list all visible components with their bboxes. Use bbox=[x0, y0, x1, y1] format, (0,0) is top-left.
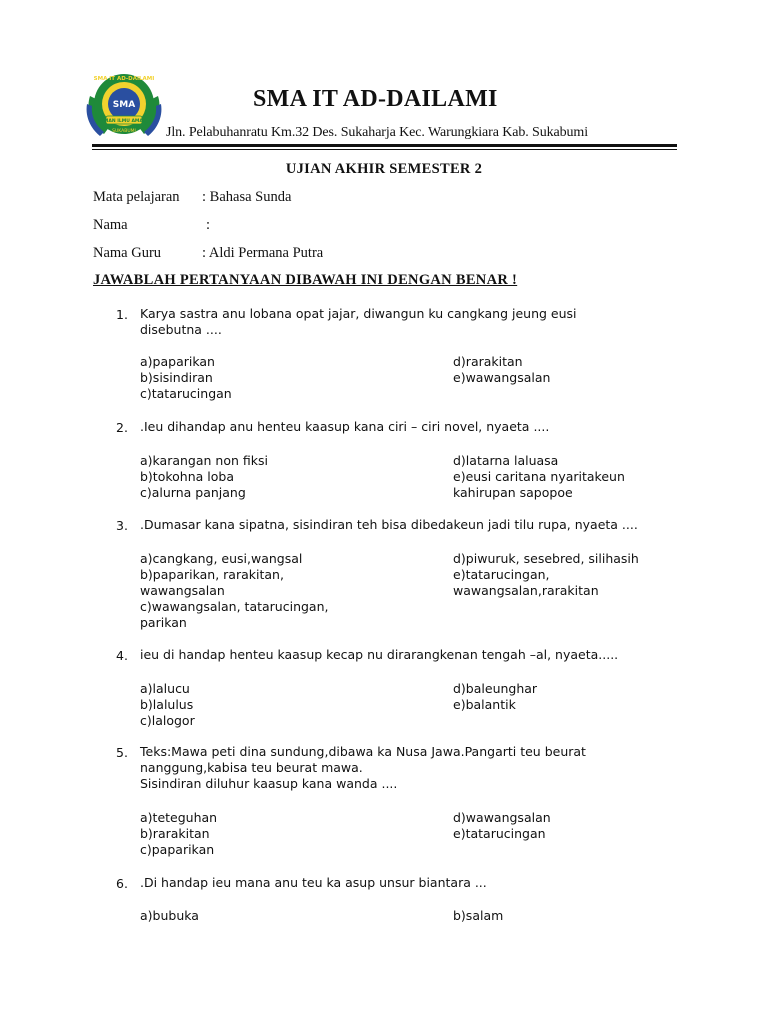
question-text: Karya sastra anu lobana opat jajar, diwangun ku cangkang jeung eusi disebutna .... bbox=[140, 306, 577, 337]
logo-banner-text: IMAN ILMU AMAL bbox=[102, 119, 146, 124]
question-number: 6. bbox=[116, 876, 128, 891]
question-options-left: a)lalucu b)lalulus c)lalogor bbox=[140, 681, 195, 728]
name-label: Nama bbox=[93, 217, 128, 233]
info-teacher-row bbox=[93, 245, 161, 262]
question-text: .Ieu dihandap anu henteu kaasup kana ciri – ciri novel, nyaeta .... bbox=[140, 419, 550, 434]
name-value: : bbox=[206, 217, 211, 233]
question-options-right: d)baleunghar e)balantik bbox=[453, 681, 538, 712]
subject-value: : Bahasa Sunda bbox=[202, 189, 292, 205]
question-text: ieu di handap henteu kaasup kecap nu dirarangkenan tengah –al, nyaeta..... bbox=[140, 647, 619, 662]
school-logo bbox=[84, 66, 164, 144]
header-rule-thin bbox=[92, 149, 677, 150]
school-address: Jln. Pelabuhanratu Km.32 Des. Sukaharja Kec. Warungkiara Kab. Sukabumi bbox=[166, 125, 589, 140]
question-options-left: a)cangkang, eusi,wangsal b)paparikan, rarakitan, wawangsalan c)wawangsalan, tatarucingan, parikan bbox=[140, 551, 329, 630]
question-text: Teks:Mawa peti dina sundung,dibawa ka Nusa Jawa.Pangarti teu beurat nanggung,kabisa teu beurat mawa. Sisindiran diluhur kaasup kana wanda .... bbox=[140, 744, 586, 791]
question-options-right: d)wawangsalan e)tatarucingan bbox=[453, 810, 551, 841]
question-number: 3. bbox=[116, 518, 128, 533]
question-number: 5. bbox=[116, 745, 128, 760]
subject-label: Mata pelajaran bbox=[93, 189, 180, 205]
info-subject-row bbox=[93, 189, 180, 206]
exam-title: UJIAN AKHIR SEMESTER 2 bbox=[285, 161, 483, 177]
question-number: 4. bbox=[116, 648, 128, 663]
question-options-right: b)salam bbox=[453, 908, 504, 923]
teacher-label: Nama Guru bbox=[93, 245, 162, 261]
instruction-heading: JAWABLAH PERTANYAAN DIBAWAH INI DENGAN BENAR ! bbox=[93, 272, 518, 288]
question-options-left: a)karangan non fiksi b)tokohna loba c)alurna panjang bbox=[140, 453, 268, 500]
question-number: 1. bbox=[116, 307, 128, 322]
logo-ring-text: SMA IT AD-DAILAMI bbox=[93, 76, 155, 82]
question-number: 2. bbox=[116, 420, 128, 435]
teacher-value: : Aldi Permana Putra bbox=[202, 245, 324, 261]
question-options-right: d)rarakitan e)wawangsalan bbox=[453, 354, 551, 385]
logo-center-text: SMA bbox=[112, 100, 136, 110]
logo-bottom-text: SUKABUMI bbox=[112, 129, 136, 134]
question-options-left: a)bubuka bbox=[140, 908, 199, 923]
question-options-right: d)latarna laluasa e)eusi caritana nyaritakeun kahirupan sapopoe bbox=[453, 453, 625, 500]
question-options-left: a)teteguhan b)rarakitan c)paparikan bbox=[140, 810, 218, 857]
question-text: .Dumasar kana sipatna, sisindiran teh bisa dibedakeun jadi tilu rupa, nyaeta .... bbox=[140, 517, 638, 532]
info-name-row bbox=[93, 217, 128, 234]
question-text: .Di handap ieu mana anu teu ka asup unsur biantara ... bbox=[140, 875, 487, 890]
school-name: SMA IT AD-DAILAMI bbox=[253, 86, 498, 112]
header-rule-thick bbox=[92, 144, 677, 147]
question-options-left: a)paparikan b)sisindiran c)tatarucingan bbox=[140, 354, 232, 401]
question-options-right: d)piwuruk, sesebred, silihasih e)tatarucingan, wawangsalan,rarakitan bbox=[453, 551, 639, 598]
